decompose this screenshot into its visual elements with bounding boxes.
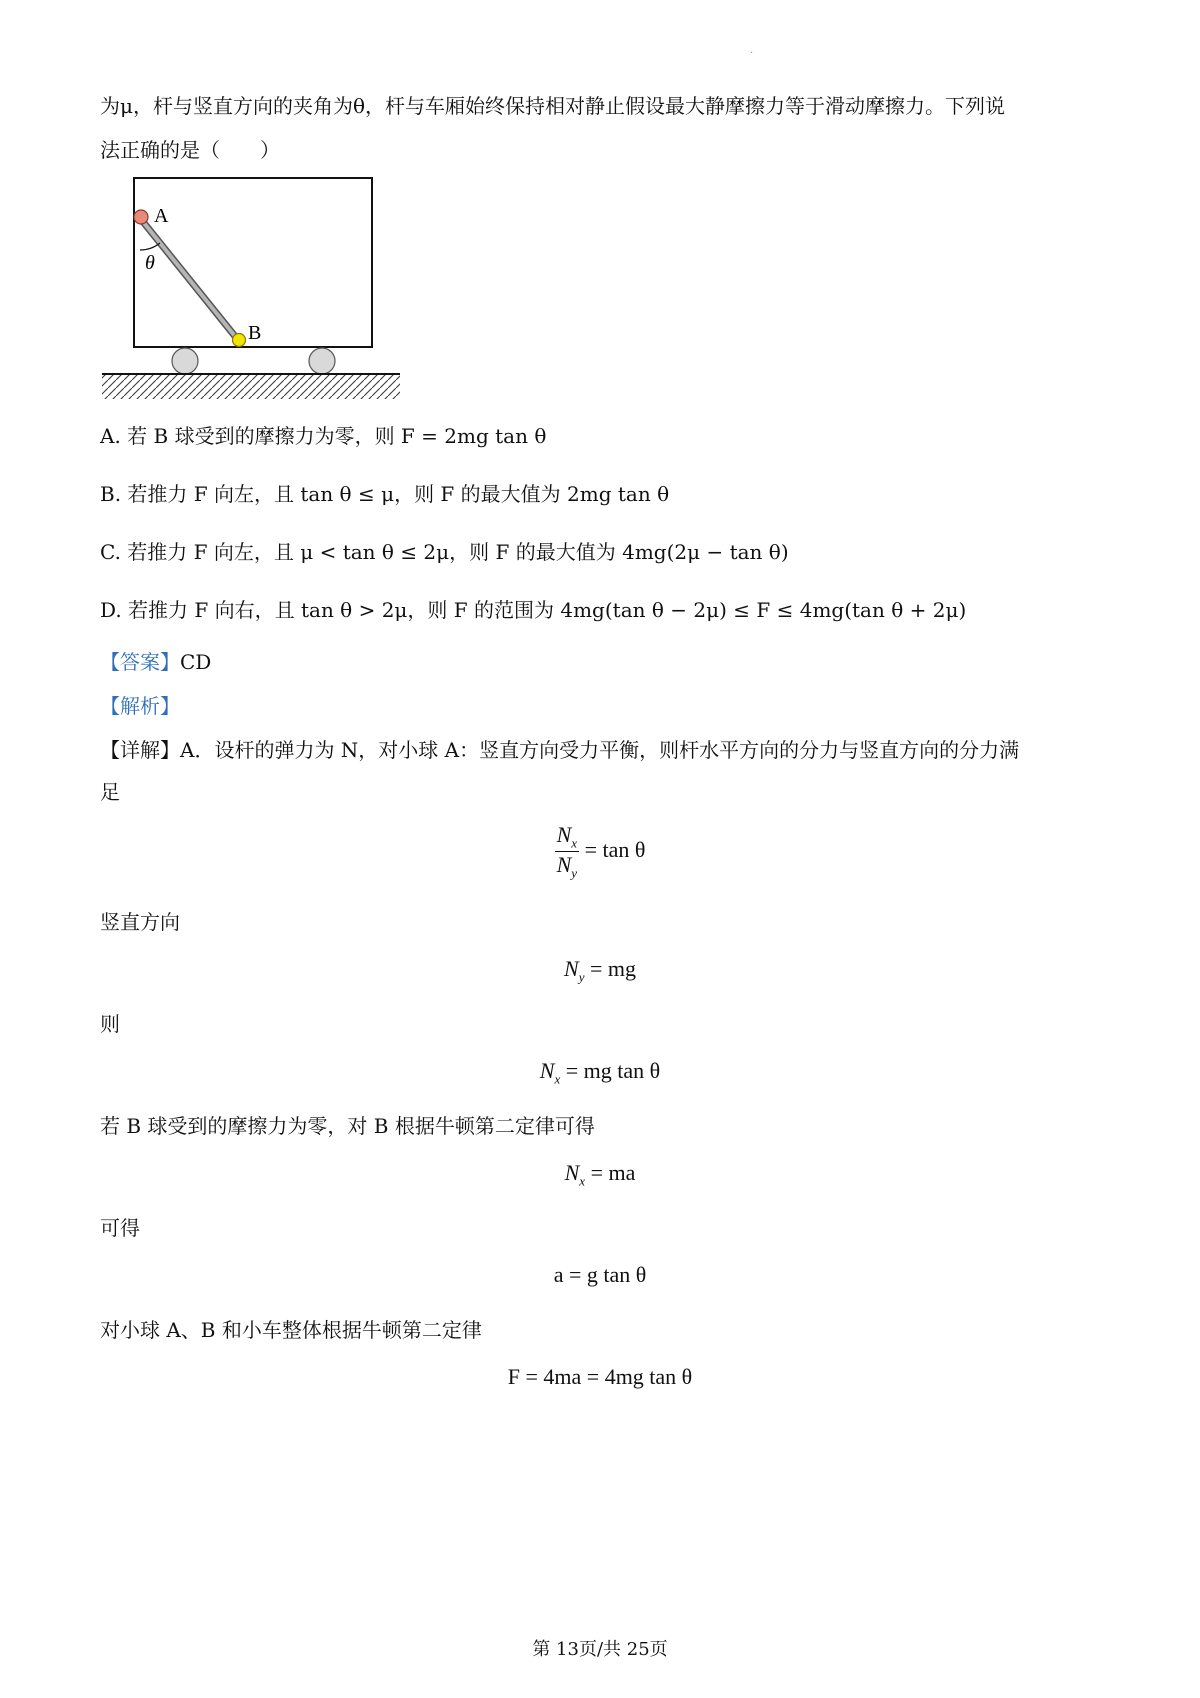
eq4-rhs: = ma [585,1160,636,1185]
ground-hatch [102,375,400,399]
label-b: B [248,322,262,344]
text-then: 则 [100,1012,120,1036]
eq1-denominator-sub: y [571,865,578,881]
eq4-sub: x [579,1173,586,1189]
equation-1 [0,822,1200,882]
wheel-right [309,348,335,374]
eq3-rhs: = mg tan θ [560,1058,661,1083]
answer-row [100,648,211,676]
label-a: A [154,205,169,227]
analysis-label: 【解析】 [100,694,180,718]
text-zero-friction: 若 B 球受到的摩擦力为零，对 B 根据牛顿第二定律可得 [100,1114,595,1138]
eq1-denominator: N [556,852,572,878]
ball-a [134,210,148,224]
eq2-sub: y [578,969,585,985]
eq2-rhs: = mg [584,956,636,981]
ball-b [233,334,246,347]
equation-3 [0,1058,1200,1087]
fraction-nx-ny [555,822,579,882]
eq3-sub: x [554,1071,561,1087]
eq2-lhs: N [564,956,579,981]
carriage-figure [100,172,405,404]
text-get: 可得 [100,1216,140,1240]
text-vertical: 竖直方向 [100,910,180,934]
equation-6: F = 4ma = 4mg tan θ [507,1364,693,1389]
answer-label: 【答案】 [100,650,180,674]
option-c: C. 若推力 F 向左，且 μ < tan θ ≤ 2μ，则 F 的最大值为 4mg(2μ − tan θ) [100,540,789,564]
detail-line-1: 【详解】A．设杆的弹力为 N，对小球 A：竖直方向受力平衡，则杆水平方向的分力与竖直方向的分力满 [100,738,1020,762]
question-line-1: 为μ，杆与竖直方向的夹角为θ，杆与车厢始终保持相对静止假设最大静摩擦力等于滑动摩擦力。下列说 [100,94,1006,118]
question-line-2: 法正确的是（ ） [100,138,280,162]
detail-line-2: 足 [100,780,120,804]
eq4-lhs: N [564,1160,580,1185]
eq1-rhs: = tan θ [579,836,646,862]
option-a: A. 若 B 球受到的摩擦力为零，则 F = 2mg tan θ [100,424,547,448]
eq1-numerator-sub: x [571,835,578,851]
wheel-left [172,348,198,374]
text-whole: 对小球 A、B 和小车整体根据牛顿第二定律 [100,1318,482,1342]
option-d: D. 若推力 F 向右，且 tan θ > 2μ，则 F 的范围为 4mg(tan θ − 2μ) ≤ F ≤ 4mg(tan θ + 2μ) [100,598,967,622]
page-footer: 第 13页/共 25页 [532,1639,668,1660]
page-dot: · [750,48,754,59]
eq3-lhs: N [539,1058,555,1083]
option-b: B. 若推力 F 向左，且 tan θ ≤ μ，则 F 的最大值为 2mg tan θ [100,482,670,506]
equation-2 [0,956,1200,985]
answer-value: CD [180,650,212,674]
label-theta: θ [145,252,155,274]
eq1-numerator: N [556,822,572,847]
equation-4 [0,1160,1200,1189]
equation-5: a = g tan θ [553,1262,647,1287]
